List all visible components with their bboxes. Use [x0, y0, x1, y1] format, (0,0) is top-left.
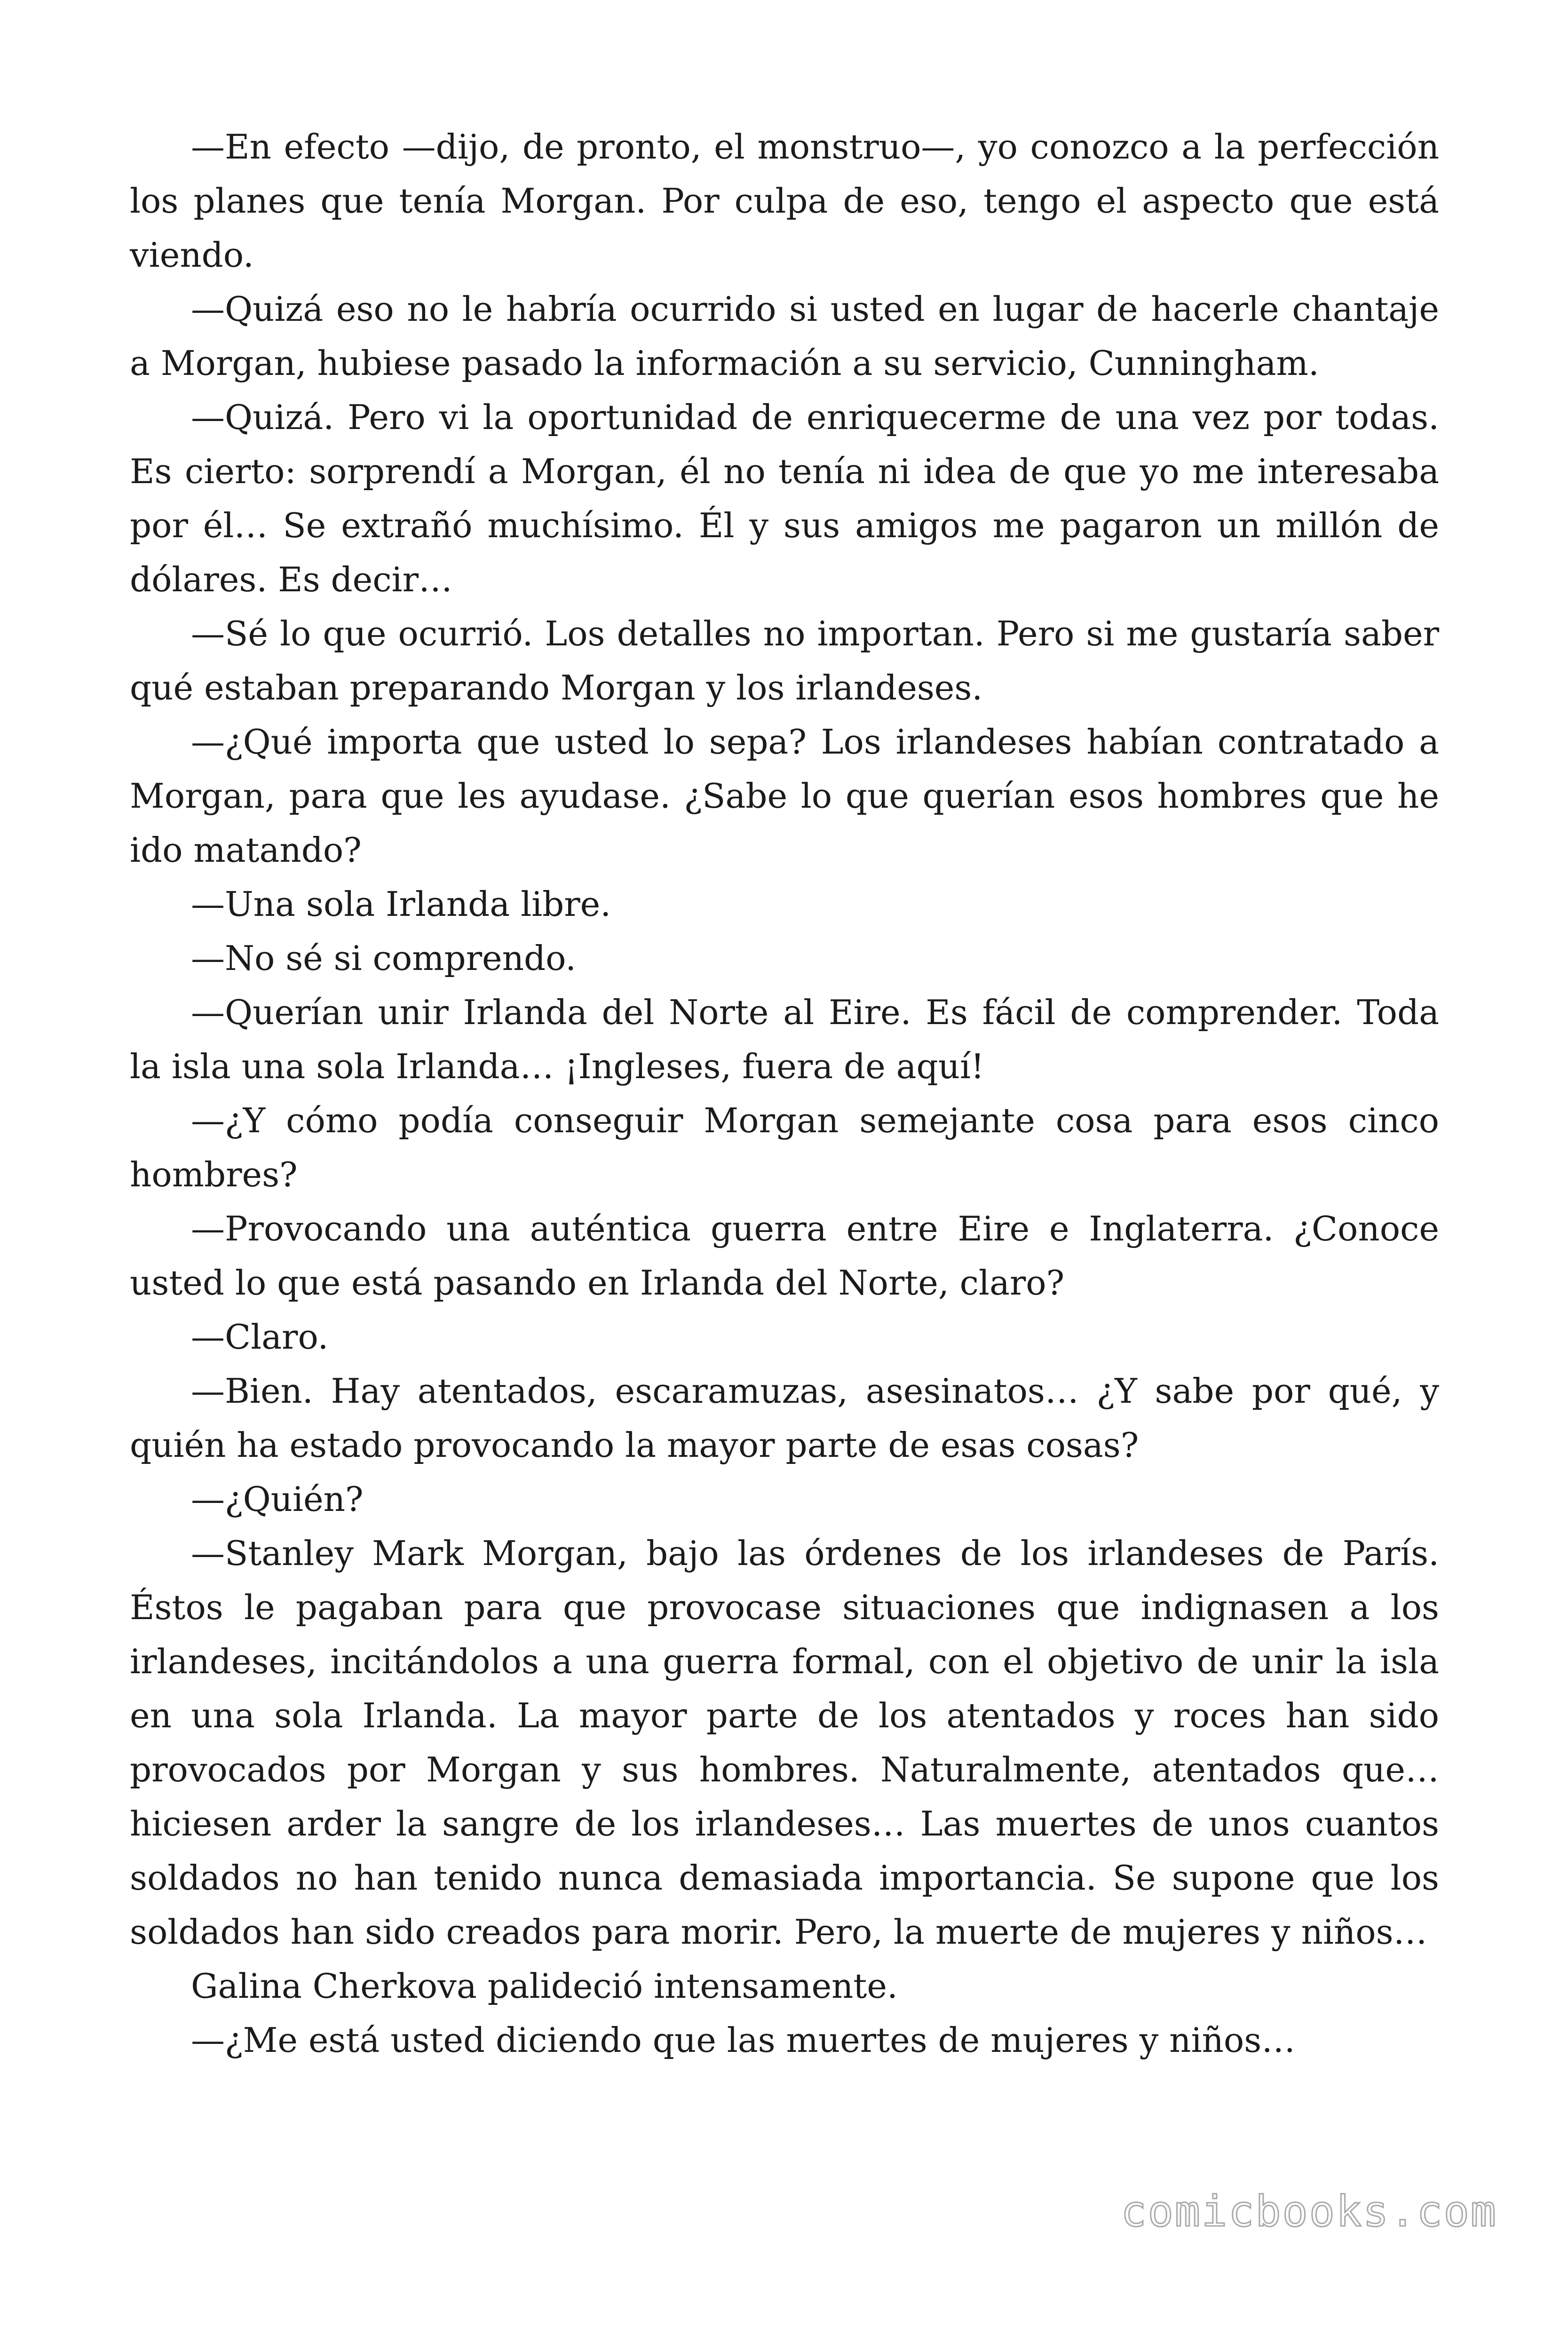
paragraph-9: —¿Y cómo podía conseguir Morgan semejante cosa para esos cinco hombres?: [130, 1101, 1439, 1194]
paragraph-5: —¿Qué importa que usted lo sepa? Los irlandeses habían contratado a Morgan, para que les ayudase. ¿Sabe lo que querían esos hombres que he ido matando?: [130, 722, 1439, 870]
book-page-text: [130, 120, 1439, 2067]
paragraph-3: —Quizá. Pero vi la oportunidad de enriquecerme de una vez por todas. Es cierto: sorprendí a Morgan, él no tenía ni idea de que yo me interesaba por él… Se extrañó muchísimo. Él y sus amigos me pagaron un millón de dólares. Es decir…: [130, 397, 1439, 599]
paragraph-2: —Quizá eso no le habría ocurrido si usted en lugar de hacerle chantaje a Morgan, hubiese pasado la información a su servicio, Cunningham.: [130, 289, 1439, 383]
paragraph-7: —No sé si comprendo.: [191, 938, 577, 978]
paragraph-15: Galina Cherkova palideció intensamente.: [191, 1966, 898, 2006]
paragraph-14: —Stanley Mark Morgan, bajo las órdenes de los irlandeses de París. Éstos le pagaban para que provocase situaciones que indignasen a los irlandeses, incitándolos a una guerra formal, con el objetivo de unir la isla en una sola Irlanda. La mayor parte de los atentados y roces han sido provocados por Morgan y sus hombres. Naturalmente, atentados que… hiciesen arder la sangre de los irlandeses… Las muertes de unos cuantos soldados no han tenido nunca demasiada importancia. Se supone que los soldados han sido creados para morir. Pero, la muerte de mujeres y niños…: [130, 1534, 1439, 1952]
paragraph-10: —Provocando una auténtica guerra entre Eire e Inglaterra. ¿Conoce usted lo que está pasando en Irlanda del Norte, claro?: [130, 1209, 1439, 1303]
watermark: comicbooks.com: [1121, 2187, 1497, 2236]
paragraph-11: —Claro.: [191, 1317, 329, 1357]
paragraph-13: —¿Quién?: [191, 1479, 364, 1519]
paragraph-4: —Sé lo que ocurrió. Los detalles no importan. Pero si me gustaría saber qué estaban preparando Morgan y los irlandeses.: [130, 614, 1439, 707]
paragraph-1: —En efecto —dijo, de pronto, el monstruo—, yo conozco a la perfección los planes que tenía Morgan. Por culpa de eso, tengo el aspecto que está viendo.: [130, 127, 1439, 275]
paragraph-16: —¿Me está usted diciendo que las muertes de mujeres y niños…: [191, 2020, 1296, 2060]
paragraph-8: —Querían unir Irlanda del Norte al Eire. Es fácil de comprender. Toda la isla una sola Irlanda… ¡Ingleses, fuera de aquí!: [130, 993, 1439, 1086]
paragraph-12: —Bien. Hay atentados, escaramuzas, asesinatos… ¿Y sabe por qué, y quién ha estado provocando la mayor parte de esas cosas?: [130, 1371, 1439, 1465]
paragraph-6: —Una sola Irlanda libre.: [191, 884, 611, 924]
